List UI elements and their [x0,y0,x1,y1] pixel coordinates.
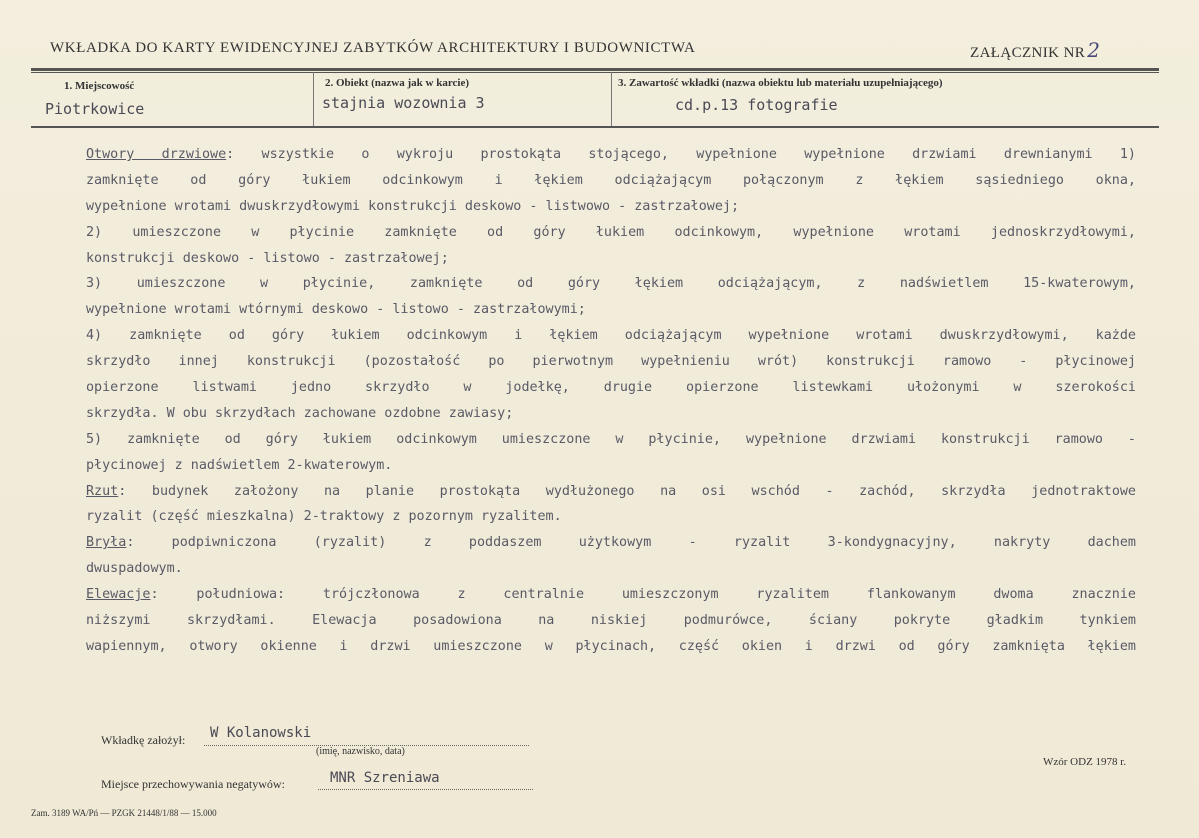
negatywy-label: Miejsce przechowywania negatywów: [101,777,285,791]
text-line: konstrukcji deskowo - listowo - zastrzałowej; [86,250,449,266]
text-line: ryzalit (część mieszkalna) 2-traktowy z pozornym ryzalitem. [86,509,562,525]
field-divider-1 [313,72,314,126]
text-line: niższymi skrzydłami. Elewacja posadowiona na niskiej podmurówce, ściany pokryte gładkim tynkiem [86,613,1136,629]
text-segment: : wszystkie o wykroju prostokąta stojącego, wypełnione wypełnione drzwiami drewnianymi 1) [226,147,1136,162]
print-order-note: Zam. 3189 WA/Pń — PZGK 21448/1/88 — 15.000 [31,808,217,818]
header-rule-thin [31,72,1159,73]
text-line: płycinowej z nadświetlem 2-kwaterowym. [86,457,393,473]
attachment-number-value: 2 [1087,38,1101,62]
attachment-label: ZAŁĄCZNIK NR [970,45,1086,61]
text-line [86,142,1136,168]
miejscowosc-value: Piotrkowice [45,100,145,118]
section-heading-rzut: Rzut [86,483,119,499]
text-line: 5) zamknięte od góry łukiem odcinkowym umieszczone w płycinie, wypełnione drzwiami konstrukcji ramowo - [86,431,1136,447]
text-line: 3) umieszczone w płycinie, zamknięte od góry łękiem odciążającym, z nadświetlem 15-kwaterowym, [86,276,1136,292]
text-line: opierzone listwami jedno skrzydło w jodełkę, drugie opierzone listewkami ułożonymi w szerokości [86,380,1136,396]
zawartosc-value: cd.p.13 fotografie [675,96,838,114]
text-line: wypełnione wrotami dwuskrzydłowymi konstrukcji deskowo - listwowo - zastrzałowej; [86,198,740,214]
form-template-note: Wzór ODZ 1978 r. [1043,756,1127,768]
negatywy-dotted-line [318,789,533,790]
text-line [86,479,1136,505]
obiekt-label: 2. Obiekt (nazwa jak w karcie) [325,77,470,89]
section-heading-otwory: Otwory drzwiowe [86,147,227,162]
text-line: 2) umieszczone w płycinie zamknięte od góry łukiem odcinkowym, wypełnione wrotami jednoskrzydłowymi, [86,224,1136,240]
zalozyl-label: Wkładkę założył: [101,733,186,747]
text-segment: : podpiwniczona (ryzalit) z poddaszem użytkowym - ryzalit 3-kondygnacyjny, nakryty dachem [126,535,1136,551]
section-heading-elewacje: Elewacje [86,587,151,603]
miejscowosc-label: 1. Miejscowość [64,80,135,92]
text-line: wapiennym, otwory okienne i drzwi umieszczone w płycinach, część okien i drzwi od góry zamknięta łękiem [86,638,1136,654]
negatywy-value: MNR Szreniawa [330,770,440,786]
field-divider-2 [611,72,612,126]
zawartosc-label: 3. Zawartość wkładki (nazwa obiektu lub materiału uzupełniającego) [618,77,943,89]
text-line: skrzydła. W obu skrzydłach zachowane ozdobne zawiasy; [86,405,514,421]
attachment-number [970,38,1100,62]
form-title: WKŁADKA DO KARTY EWIDENCYJNEJ ZABYTKÓW ARCHITEKTURY I BUDOWNICTWA [50,40,696,56]
zalozyl-hint: (imię, nazwisko, data) [316,746,405,757]
obiekt-value: stajnia wozownia 3 [322,94,485,112]
text-line [86,582,1136,608]
text-segment: : budynek założony na planie prostokąta wydłużonego na osi wschód - zachód, skrzydła jednotraktowe [118,483,1136,499]
zalozyl-value: W Kolanowski [210,725,312,741]
text-line: wypełnione wrotami wtórnymi deskowo - listowo - zastrzałowymi; [86,302,586,318]
text-line: 4) zamknięte od góry łukiem odcinkowym i łękiem odciążającym wypełnione wrotami dwuskrzydłowymi, każde [86,328,1136,344]
text-segment: : południowa: trójczłonowa z centralnie umieszczonym ryzalitem flankowanym dwoma znacznie [150,587,1136,603]
text-line: skrzydło innej konstrukcji (pozostałość po pierwotnym wypełnieniu wrót) konstrukcji ramowo - płycinowej [86,354,1136,370]
text-line: zamknięte od góry łukiem odcinkowym i łękiem odciążającym połączonym z łękiem sąsiedniego okna, [86,172,1136,188]
header-rule [31,68,1159,71]
description-text [86,142,1136,660]
fields-bottom-rule [31,126,1159,128]
text-line: dwuspadowym. [86,561,183,577]
text-line [86,530,1136,556]
section-heading-bryla: Bryła [86,535,127,551]
